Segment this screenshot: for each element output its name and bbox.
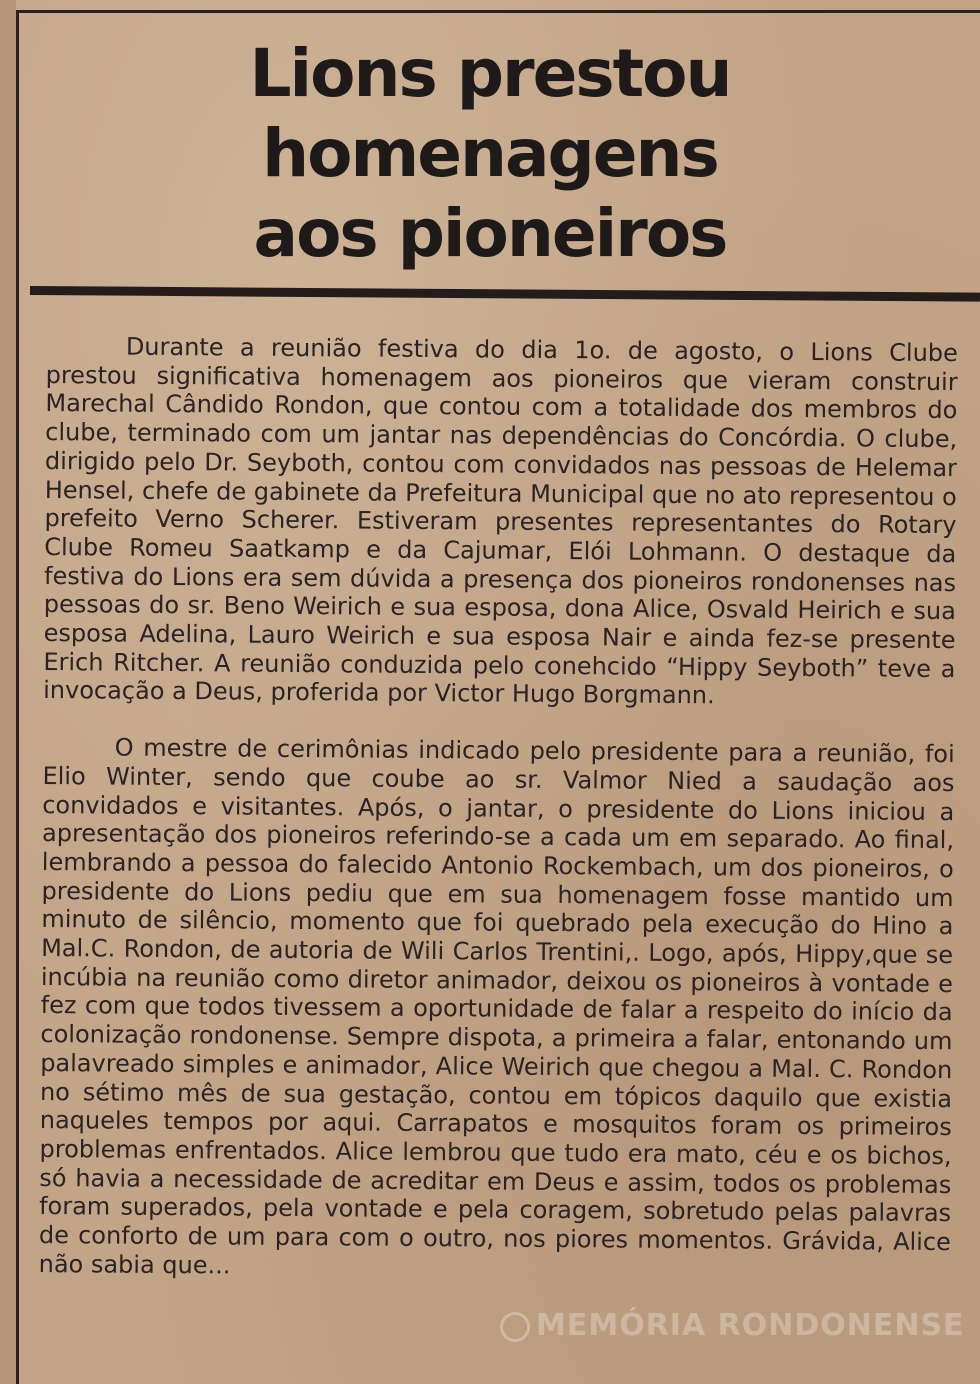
article-headline xyxy=(120,34,860,274)
left-margin-strip xyxy=(0,0,16,1384)
left-border-line xyxy=(16,10,19,1384)
watermark xyxy=(500,1308,965,1343)
article-body xyxy=(39,332,958,1286)
headline-line-1: Lions prestou xyxy=(249,35,731,112)
headline-line-3: aos pioneiros xyxy=(253,195,727,272)
watermark-text: MEMÓRIA RONDONENSE xyxy=(536,1308,965,1343)
article-paragraph-2: O mestre de cerimônias indicado pelo presidente para a reunião, foi Elio Winter, sendo que coube ao sr. Valmor Nied a saudação aos convidados e visitantes. Após, o jantar, o presidente do Lions iniciou a apresentação dos pioneiros referindo-se a cada um em separado. Ao final, lembrando a pessoa do falecido Antonio Rockembach, um dos pioneiros, o presidente do Lions pediu que em sua homenagem fosse mantido um minuto de silêncio, momento que foi quebrado pela execução do Hino a Mal.C. Rondon, de autoria de Wili Carlos Trentini,. Logo, após, Hippy,que se incúbia na reunião como diretor animador, deixou os pioneiros à vontade e fez com que todos tivessem a oportunidade de falar a respeito do início da colonização rondonense. Sempre dispota, a primeira a falar, entonando um palavreado simples e animador, Alice Weirich que chegou a Mal. C. Rondon no sétimo mês de sua gestação, contou em tópicos daquilo que existia naqueles tempos por aqui. Carrapatos e mosquitos foram os primeiros problemas enfrentados. Alice lembrou que tudo era mato, céu e os bichos, só havia a necessidade de acreditar em Deus e assim, todos os problemas foram superados, pela vontade e pela coragem, sobretudo pelas palavras de conforto de um para com o outro, nos piores momentos. Grávida, Alice não sabia que... xyxy=(38,733,955,1280)
headline-line-2: homenagens xyxy=(262,115,718,192)
circle-logo-icon xyxy=(500,1312,530,1342)
article-paragraph-1: Durante a reunião festiva do dia 1o. de agosto, o Lions Clube prestou significativa homenagem aos pioneiros que vieram construir Marechal Cândido Rondon, que contou com a totalidade dos membros do clube, terminado com um jantar nas dependências do Concórdia. O clube, dirigido pelo Dr. Seyboth, contou com convidados nas pessoas de Helemar Hensel, chefe de gabinete da Prefeitura Municipal que no ato representou o prefeito Verno Scherer. Estiveram presentes representantes do Rotary Clube Romeu Saatkamp e da Cajumar, Elói Lohmann. O destaque da festiva do Lions era sem dúvida a presença dos pioneiros rondonenses nas pessoas do sr. Beno Weirich e sua esposa, dona Alice, Osvald Heirich e sua esposa Adelina, Lauro Weirich e sua esposa Nair e ainda fez-se presente Erich Ritcher. A reunião conduzida pelo conehcido “Hippy Seyboth” teve a invocação a Deus, proferida por Victor Hugo Borgmann. xyxy=(43,332,958,710)
top-border-line xyxy=(16,10,980,13)
headline-divider-rule xyxy=(30,286,980,302)
